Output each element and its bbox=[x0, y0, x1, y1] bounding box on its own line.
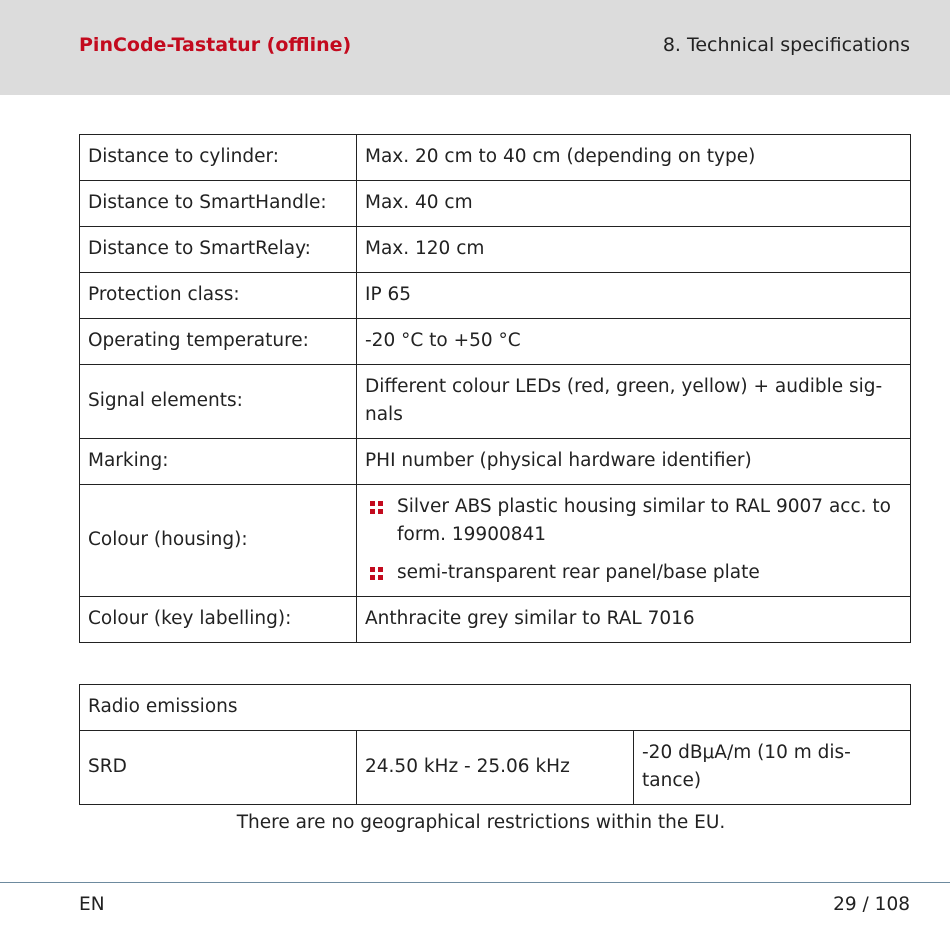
list-item bbox=[365, 559, 902, 587]
bullet-icon bbox=[370, 501, 383, 514]
footer-divider bbox=[0, 882, 950, 883]
table-row bbox=[80, 365, 911, 439]
table-row bbox=[80, 319, 911, 365]
table-row bbox=[80, 485, 911, 597]
bullet-list bbox=[365, 493, 902, 587]
spec-value: Max. 40 cm bbox=[357, 181, 911, 227]
spec-label: Signal elements: bbox=[80, 365, 357, 439]
table-row bbox=[80, 273, 911, 319]
eu-note: There are no geographical restrictions within the EU. bbox=[236, 812, 726, 833]
radio-emissions-table bbox=[79, 684, 911, 805]
spec-label: Distance to SmartHandle: bbox=[80, 181, 357, 227]
spec-label: Colour (key labelling): bbox=[80, 597, 357, 643]
bullet-text: semi-transparent rear panel/base plate bbox=[397, 562, 760, 583]
spec-label: Operating temperature: bbox=[80, 319, 357, 365]
table-row bbox=[80, 597, 911, 643]
table-row bbox=[80, 439, 911, 485]
spec-label: Colour (housing): bbox=[80, 485, 357, 597]
spec-value: Max. 20 cm to 40 cm (depending on type) bbox=[357, 135, 911, 181]
bullet-text: Silver ABS plastic housing similar to RAL 9007 acc. to form. 19900841 bbox=[397, 496, 891, 545]
spec-value: PHI number (physical hardware identifier) bbox=[357, 439, 911, 485]
page-header bbox=[0, 0, 950, 95]
bullet-icon bbox=[370, 567, 383, 580]
spec-value: Max. 120 cm bbox=[357, 227, 911, 273]
footer-page-number: 29 / 108 bbox=[833, 894, 910, 915]
spec-label: Distance to SmartRelay: bbox=[80, 227, 357, 273]
spec-value: Anthracite grey similar to RAL 7016 bbox=[357, 597, 911, 643]
spec-label: Protection class: bbox=[80, 273, 357, 319]
list-item bbox=[365, 493, 902, 549]
table-row bbox=[80, 685, 911, 731]
table-row bbox=[80, 731, 911, 805]
spec-value: Different colour LEDs (red, green, yellow) + audible sig- nals bbox=[357, 365, 911, 439]
spec-value: IP 65 bbox=[357, 273, 911, 319]
radio-type: SRD bbox=[80, 731, 357, 805]
specifications-table bbox=[79, 134, 911, 643]
table-row bbox=[80, 181, 911, 227]
radio-level: -20 dBμA/m (10 m dis- tance) bbox=[634, 731, 911, 805]
spec-label: Marking: bbox=[80, 439, 357, 485]
spec-value bbox=[357, 485, 911, 597]
table-row bbox=[80, 227, 911, 273]
spec-label: Distance to cylinder: bbox=[80, 135, 357, 181]
footer-language: EN bbox=[79, 894, 105, 915]
section-title: 8. Technical specifications bbox=[662, 34, 910, 56]
spec-value: -20 °C to +50 °C bbox=[357, 319, 911, 365]
table-row bbox=[80, 135, 911, 181]
radio-heading: Radio emissions bbox=[80, 685, 911, 731]
product-title: PinCode-Tastatur (offline) bbox=[79, 34, 352, 56]
radio-frequency: 24.50 kHz - 25.06 kHz bbox=[357, 731, 634, 805]
